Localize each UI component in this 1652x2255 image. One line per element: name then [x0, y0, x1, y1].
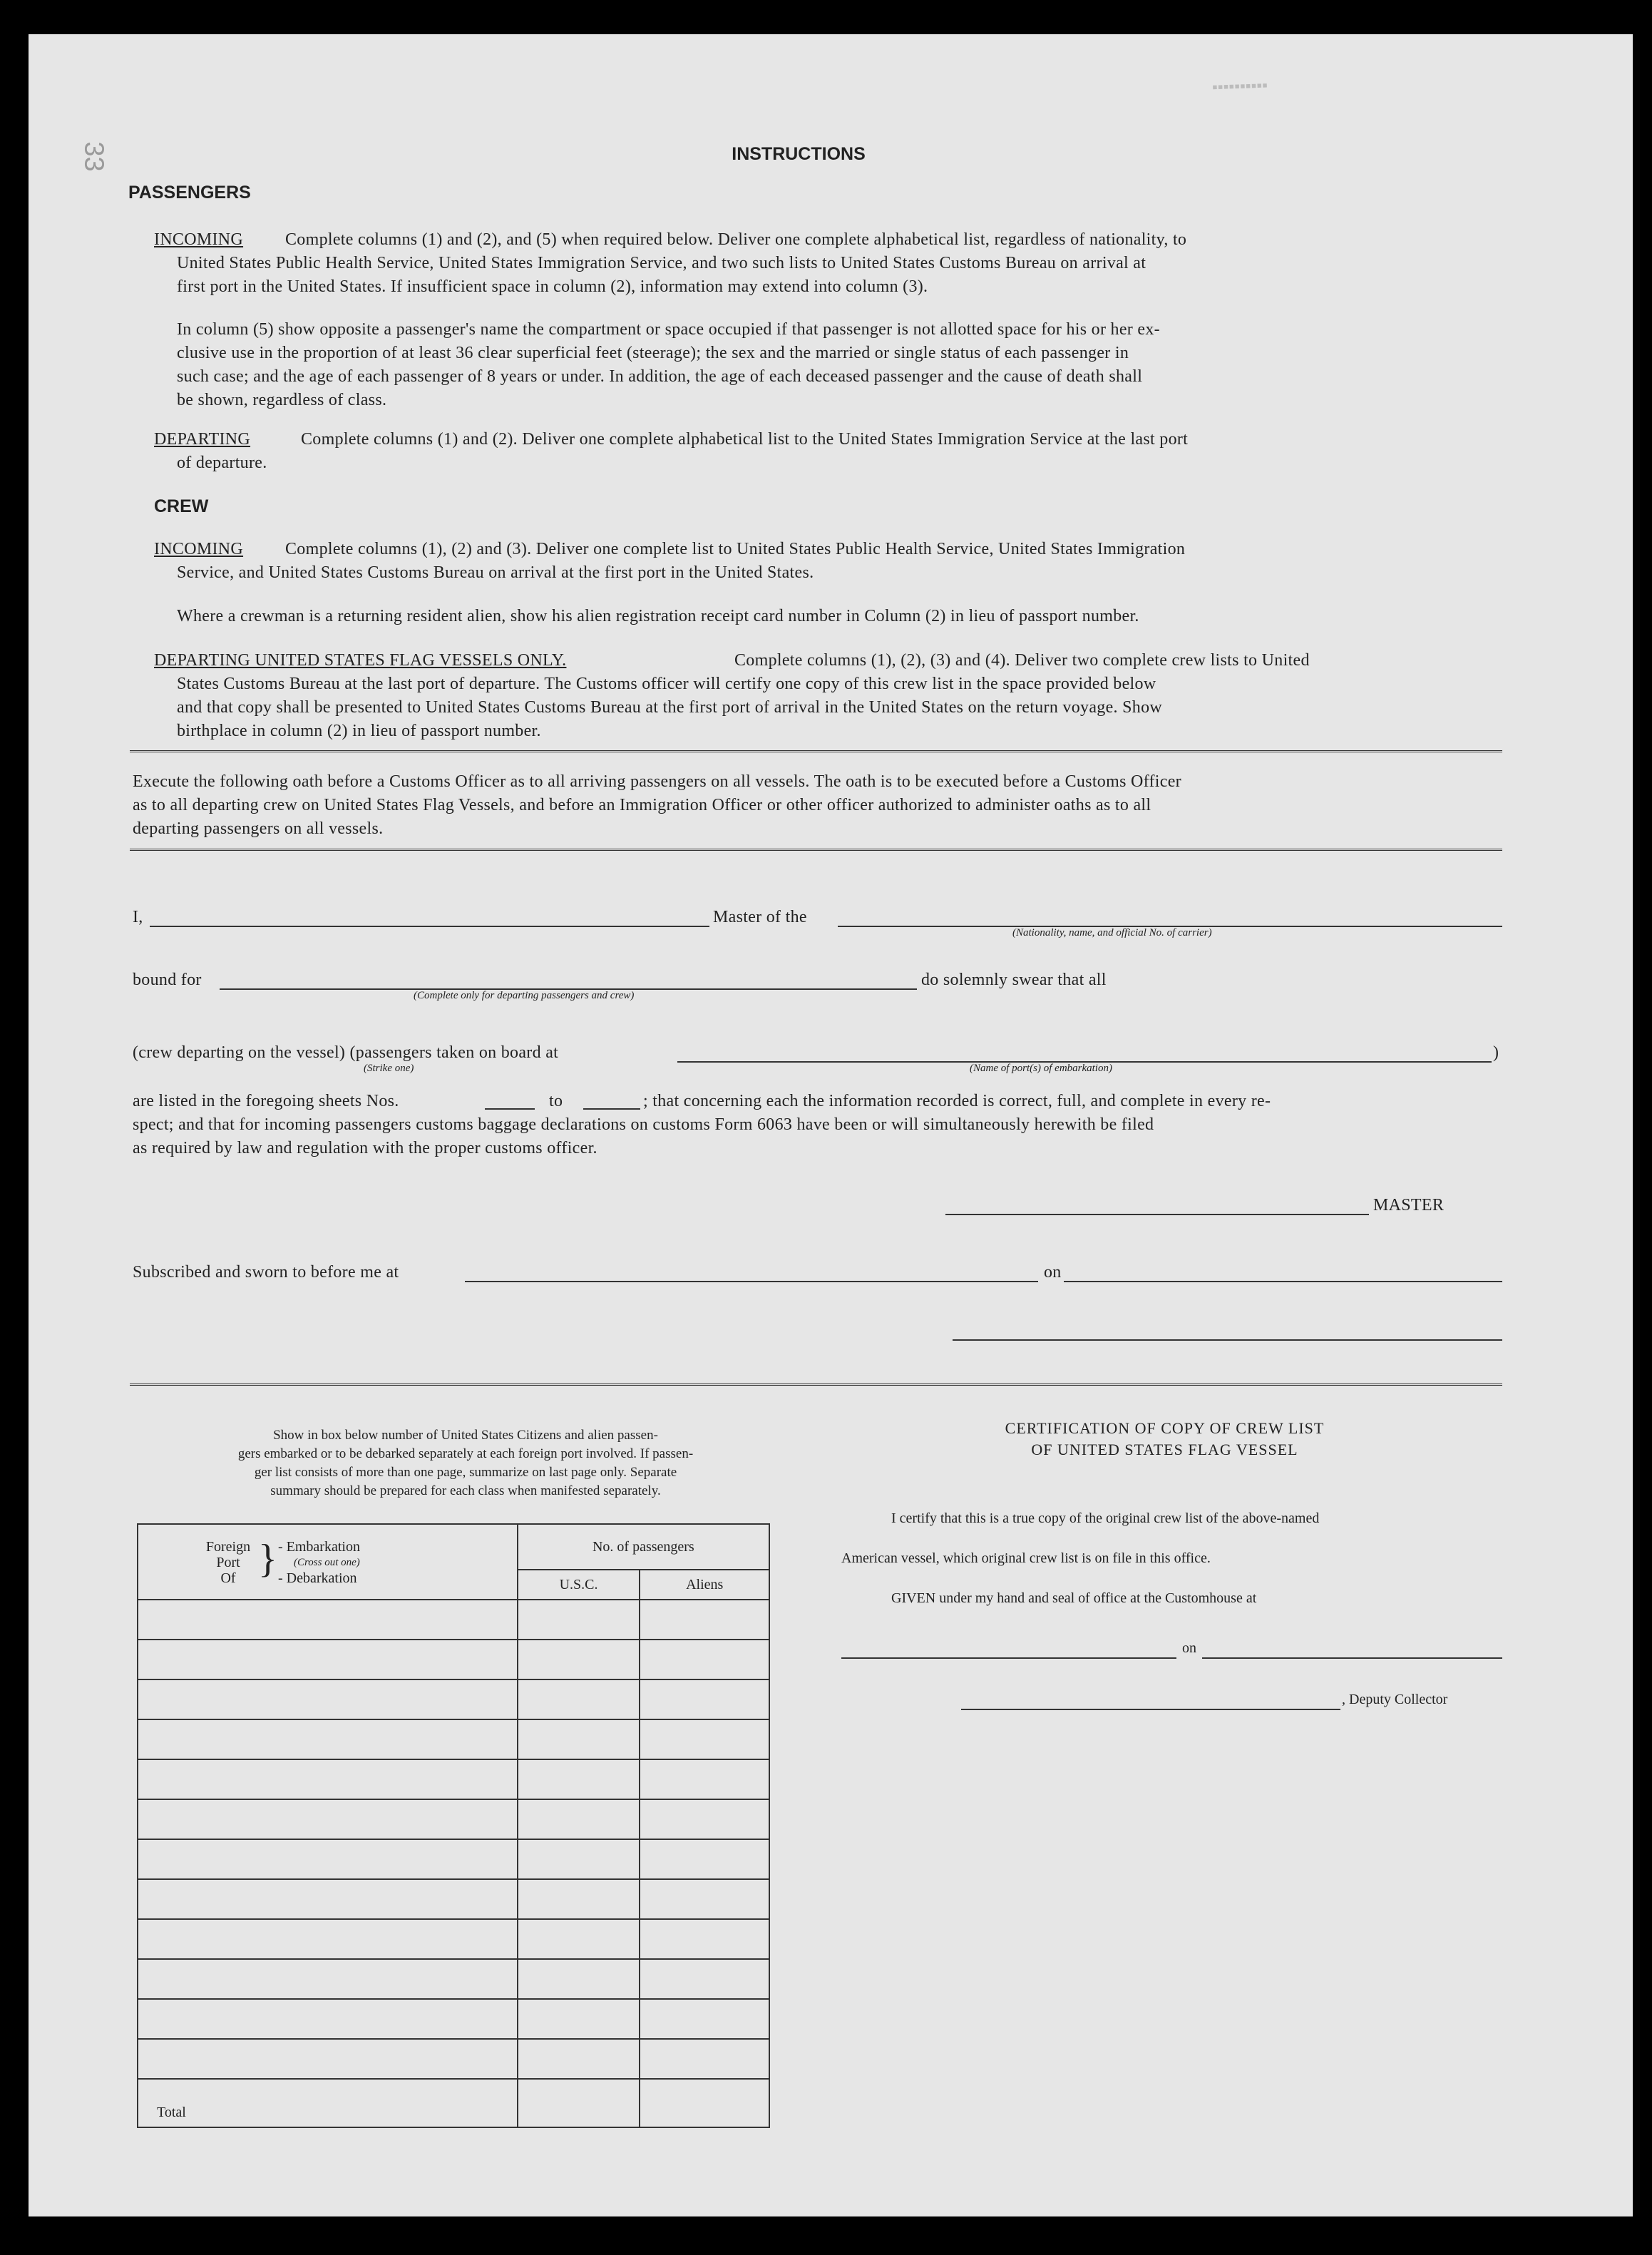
port-cell[interactable] — [138, 1719, 518, 1759]
ports-hint: (Name of port(s) of embarkation) — [970, 1063, 1112, 1074]
table-row — [138, 1999, 769, 2039]
page-number: 33 — [78, 141, 109, 172]
usc-cell[interactable] — [518, 1839, 640, 1879]
passengers-incoming-label: INCOMING — [154, 230, 244, 249]
table-row — [138, 1879, 769, 1919]
strike-one-hint: (Strike one) — [364, 1063, 414, 1074]
embarkation-option[interactable]: - Embarkation — [278, 1539, 360, 1555]
no-passengers-header: No. of passengers — [518, 1524, 769, 1570]
usc-cell[interactable] — [518, 2039, 640, 2079]
table-row — [138, 1759, 769, 1799]
usc-cell[interactable] — [518, 1719, 640, 1759]
to-label: to — [549, 1092, 563, 1110]
port-cell[interactable] — [138, 1879, 518, 1919]
aliens-total-cell[interactable] — [640, 2079, 769, 2127]
passengers-departing-text: Complete columns (1) and (2). Deliver one complete alphabetical list to the United States Immigration Service at the last port — [301, 430, 1189, 449]
usc-cell[interactable] — [518, 1600, 640, 1640]
cert-on-label: on — [1182, 1640, 1196, 1656]
crew-incoming-label: INCOMING — [154, 540, 244, 558]
form-page — [29, 34, 1633, 2216]
table-row — [138, 1600, 769, 1640]
oath-intro: departing passengers on all vessels. — [133, 819, 384, 838]
listed-sheets-text: as required by law and regulation with the proper customs officer. — [133, 1139, 597, 1157]
subscribed-label: Subscribed and sworn to before me at — [133, 1263, 399, 1282]
table-row — [138, 1919, 769, 1959]
foreign-port-header — [138, 1524, 518, 1600]
crew-departing-text: birthplace in column (2) in lieu of passport number. — [177, 722, 541, 740]
aliens-cell[interactable] — [640, 1679, 769, 1719]
usc-cell[interactable] — [518, 1799, 640, 1839]
certification-text: I certify that this is a true copy of the original crew list of the above-named — [891, 1510, 1320, 1526]
column5-instructions: In column (5) show opposite a passenger's name the compartment or space occupied if that passenger is not allotted space for his or her ex- — [177, 320, 1160, 339]
total-row — [138, 2079, 769, 2127]
table-row — [138, 1799, 769, 1839]
port-cell[interactable] — [138, 1959, 518, 1999]
aliens-cell[interactable] — [640, 1879, 769, 1919]
port-cell[interactable] — [138, 1999, 518, 2039]
customhouse-field[interactable] — [841, 1657, 1176, 1659]
section-divider — [130, 750, 1502, 755]
crew-incoming-text: Complete columns (1), (2) and (3). Deliver one complete list to United States Public Health Service, United States Immigration — [285, 540, 1186, 558]
usc-cell[interactable] — [518, 1919, 640, 1959]
listed-sheets-text: spect; and that for incoming passengers customs baggage declarations on customs Form 6063 have been or will simultaneously herewith be filed — [133, 1115, 1154, 1134]
sworn-place-field[interactable] — [465, 1281, 1038, 1282]
usc-header: U.S.C. — [518, 1570, 640, 1600]
usc-cell[interactable] — [518, 1640, 640, 1679]
deputy-signature-field[interactable] — [961, 1709, 1340, 1710]
passengers-departing-text: of departure. — [177, 454, 267, 472]
table-row — [138, 1959, 769, 1999]
do-solemnly-text: do solemnly swear that all — [921, 971, 1107, 989]
cert-date-field[interactable] — [1202, 1657, 1502, 1659]
aliens-cell[interactable] — [640, 1959, 769, 1999]
port-label: Port — [216, 1555, 240, 1570]
debarkation-option[interactable]: - Debarkation — [278, 1570, 357, 1586]
aliens-cell[interactable] — [640, 1759, 769, 1799]
sheet-from-field[interactable] — [485, 1108, 535, 1110]
oath-intro: as to all departing crew on United States Flag Vessels, and before an Immigration Officer or other officer authorized to administer oaths as to all — [133, 796, 1151, 814]
usc-cell[interactable] — [518, 1759, 640, 1799]
carrier-hint: (Nationality, name, and official No. of carrier) — [1012, 927, 1212, 939]
sworn-date-field[interactable] — [1064, 1281, 1502, 1282]
section-divider — [130, 849, 1502, 854]
crew-departing-text: Complete columns (1), (2), (3) and (4). Deliver two complete crew lists to United — [734, 651, 1310, 670]
usc-cell[interactable] — [518, 1959, 640, 1999]
port-cell[interactable] — [138, 1679, 518, 1719]
crew-departing-text: States Customs Bureau at the last port of departure. The Customs officer will certify one copy of this crew list in the space provided below — [177, 675, 1156, 693]
crew-passengers-choice: (crew departing on the vessel) (passengers taken on board at — [133, 1043, 559, 1062]
returning-alien-note: Where a crewman is a returning resident alien, show his alien registration receipt card number in Column (2) in lieu of passport number. — [177, 607, 1139, 625]
port-cell[interactable] — [138, 1759, 518, 1799]
port-cell[interactable] — [138, 1919, 518, 1959]
bound-for-hint: (Complete only for departing passengers and crew) — [414, 990, 635, 1001]
usc-cell[interactable] — [518, 1879, 640, 1919]
sheet-to-field[interactable] — [583, 1108, 640, 1110]
certification-text: GIVEN under my hand and seal of office at the Customhouse at — [891, 1590, 1257, 1606]
table-row — [138, 1640, 769, 1679]
deputy-collector-label: , Deputy Collector — [1342, 1692, 1448, 1707]
crew-incoming-text: Service, and United States Customs Bureau on arrival at the first port in the United States. — [177, 563, 814, 582]
aliens-cell[interactable] — [640, 1600, 769, 1640]
passengers-heading: PASSENGERS — [128, 183, 251, 203]
master-of-the-label: Master of the — [713, 908, 807, 926]
usc-cell[interactable] — [518, 1679, 640, 1719]
passengers-departing-label: DEPARTING — [154, 430, 251, 449]
summary-instructions: Show in box below number of United States Citizens and alien passen- gers embarked or to be debarked separately at each foreign port involved. If passen- ger list consists of more than one page, summarize on last page only. Separate summary should be prepared for each class when manifested separately. — [237, 1428, 694, 1498]
master-label: MASTER — [1373, 1196, 1445, 1215]
oath-i-label: I, — [133, 908, 143, 926]
bound-for-label: bound for — [133, 971, 202, 989]
usc-cell[interactable] — [518, 1999, 640, 2039]
of-label: Of — [220, 1570, 236, 1586]
column5-instructions: such case; and the age of each passenger of 8 years or under. In addition, the age of each deceased passenger and the cause of death shall — [177, 367, 1143, 386]
aliens-cell[interactable] — [640, 1799, 769, 1839]
section-divider — [130, 1384, 1502, 1389]
master-name-field[interactable] — [150, 926, 709, 927]
passengers-incoming-text: first port in the United States. If insufficient space in column (2), information may extend into column (3). — [177, 277, 928, 296]
table-row — [138, 1839, 769, 1879]
port-cell[interactable] — [138, 1799, 518, 1839]
certification-heading: CERTIFICATION OF COPY OF CREW LIST OF UNITED STATES FLAG VESSEL — [1005, 1419, 1325, 1458]
total-label: Total — [138, 2079, 518, 2127]
cross-out-hint: (Cross out one) — [294, 1557, 360, 1568]
aliens-cell[interactable] — [640, 1640, 769, 1679]
officer-signature-field[interactable] — [953, 1339, 1502, 1341]
table-row — [138, 1679, 769, 1719]
aliens-cell[interactable] — [640, 2039, 769, 2079]
port-cell[interactable] — [138, 1640, 518, 1679]
passengers-incoming-text: United States Public Health Service, United States Immigration Service, and two such lists to United States Customs Bureau on arrival at — [177, 254, 1146, 272]
oath-intro: Execute the following oath before a Customs Officer as to all arriving passengers on all vessels. The oath is to be executed before a Customs Officer — [133, 772, 1181, 791]
crew-heading: CREW — [154, 496, 209, 516]
table-row — [138, 2039, 769, 2079]
master-signature-field[interactable] — [945, 1214, 1369, 1215]
aliens-cell[interactable] — [640, 1719, 769, 1759]
sworn-on-label: on — [1044, 1263, 1062, 1282]
aliens-cell[interactable] — [640, 1999, 769, 2039]
port-cell[interactable] — [138, 2039, 518, 2079]
aliens-header: Aliens — [640, 1570, 769, 1600]
foreign-label: Foreign — [205, 1539, 251, 1555]
port-cell[interactable] — [138, 1600, 518, 1640]
page-title: INSTRUCTIONS — [732, 144, 866, 164]
listed-sheets-text: are listed in the foregoing sheets Nos. — [133, 1092, 399, 1110]
passengers-incoming-text: Complete columns (1) and (2), and (5) when required below. Deliver one complete alphabetical list, regardless of nationality, to — [285, 230, 1187, 249]
port-cell[interactable] — [138, 1839, 518, 1879]
column5-instructions: be shown, regardless of class. — [177, 391, 387, 409]
table-row — [138, 1719, 769, 1759]
certification-text: American vessel, which original crew list is on file in this office. — [841, 1550, 1211, 1566]
brace-icon: } — [258, 1537, 277, 1581]
aliens-cell[interactable] — [640, 1839, 769, 1879]
crew-departing-text: and that copy shall be presented to United States Customs Bureau at the first port of arrival in the United States on the return voyage. Show — [177, 698, 1162, 717]
listed-sheets-text: ; that concerning each the information recorded is correct, full, and complete in every re- — [643, 1092, 1271, 1110]
crew-departing-label: DEPARTING UNITED STATES FLAG VESSELS ONLY. — [154, 651, 567, 670]
close-paren: ) — [1493, 1043, 1499, 1062]
foreign-port-table — [137, 1523, 770, 2128]
bleed-through-text: ▪▪▪▪▪▪▪▪▪▪ — [1211, 76, 1268, 96]
aliens-cell[interactable] — [640, 1919, 769, 1959]
usc-total-cell[interactable] — [518, 2079, 640, 2127]
column5-instructions: clusive use in the proportion of at least 36 clear superficial feet (steerage); the sex and the married or single status of each passenger in — [177, 344, 1129, 362]
